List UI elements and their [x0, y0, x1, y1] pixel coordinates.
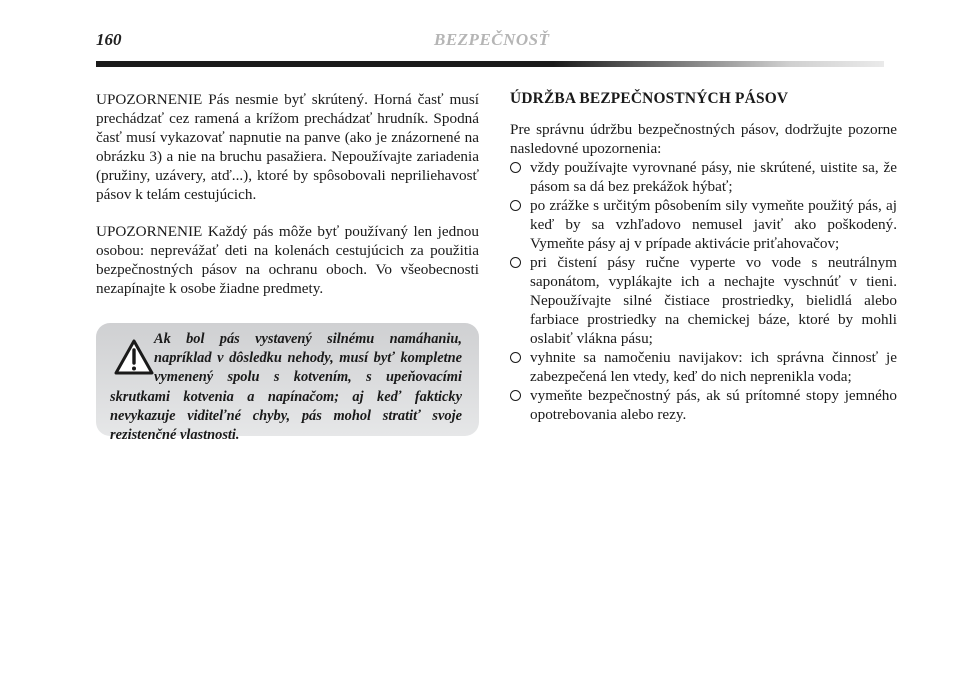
header-rule: [96, 61, 884, 67]
list-item-text: vždy používajte vyrovnané pásy, nie skrútené, uistite sa, že pásom sa dá bez prekážok hýbať;: [530, 159, 897, 195]
circle-bullet-icon: [510, 162, 521, 173]
page-number: 160: [96, 30, 122, 49]
warning-paragraph-1: UPOZORNENIE Pás nesmie byť skrútený. Horná časť musí prechádzať cez ramená a krížom prechádzať hrudník. Spodná časť musí vykazovať napnutie na panve (ako je znázornené na obrázku 3) a nie na bruchu pasažiera. Nepoužívajte zariadenia (pružiny, uzávery, atď...), ktoré by spôsobovali nepriliehavosť pásov k telám cestujúcich.: [96, 91, 479, 203]
list-item: [510, 196, 897, 253]
left-column: [96, 90, 479, 316]
circle-bullet-icon: [510, 390, 521, 401]
warning-text: [110, 330, 462, 445]
list-item: [510, 348, 897, 386]
maintenance-intro: Pre správnu údržbu bezpečnostných pásov, dodržujte pozorne nasledovné upozornenia:: [510, 121, 897, 157]
list-item-text: po zrážke s určitým pôsobením sily vymeňte použitý pás, aj keď by sa vzhľadovo nemusel javiť ako poškodený. Vymeňte pásy aj v prípade aktivácie priťahovačov;: [530, 197, 897, 252]
list-item-text: vyhnite sa namočeniu navijakov: ich správna činnosť je zabezpečená len vtedy, keď do nich neprenikla voda;: [530, 349, 897, 385]
list-item: [510, 386, 897, 424]
maintenance-heading: ÚDRŽBA BEZPEČNOSTNÝCH PÁSOV: [510, 90, 789, 107]
warning-box: [96, 323, 479, 444]
maintenance-list: [510, 158, 897, 424]
circle-bullet-icon: [510, 200, 521, 211]
list-item-text: pri čistení pásy ručne vyperte vo vode s neutrálnym saponátom, vyplákajte ich a nechajte vyschnúť v tieni. Nepoužívajte silné čistiace prostriedky, bielidlá alebo farbiace prostriedky na chemickej báze, ktoré by mohli oslabiť vlákna pásu;: [530, 254, 897, 347]
list-item: [510, 253, 897, 348]
list-item-text: vymeňte bezpečnostný pás, ak sú prítomné stopy jemného opotrebovania alebo rezy.: [530, 387, 897, 423]
right-column: [510, 90, 897, 424]
circle-bullet-icon: [510, 352, 521, 363]
warning-paragraph-2: UPOZORNENIE Každý pás môže byť používaný len jednou osobou: neprevážať deti na kolenách cestujúcich za použitia bezpečnostných pásov na ochranu oboch. Vo všeobecnosti nezapínajte k osobe žiadne predmety.: [96, 223, 479, 297]
list-item: [510, 158, 897, 196]
circle-bullet-icon: [510, 257, 521, 268]
warning-text-content: Ak bol pás vystavený silnému namáhaniu, napríklad v dôsledku nehody, musí byť kompletne vymenený spolu s kotvením, s upeňovacími skrutkami kotvenia a napínačom; aj keď fakticky nevykazuje viditeľné chyby, pás mohol stratiť svoje rezistenčné vlastnosti.: [110, 331, 462, 444]
section-title: BEZPEČNOSŤ: [434, 30, 550, 49]
